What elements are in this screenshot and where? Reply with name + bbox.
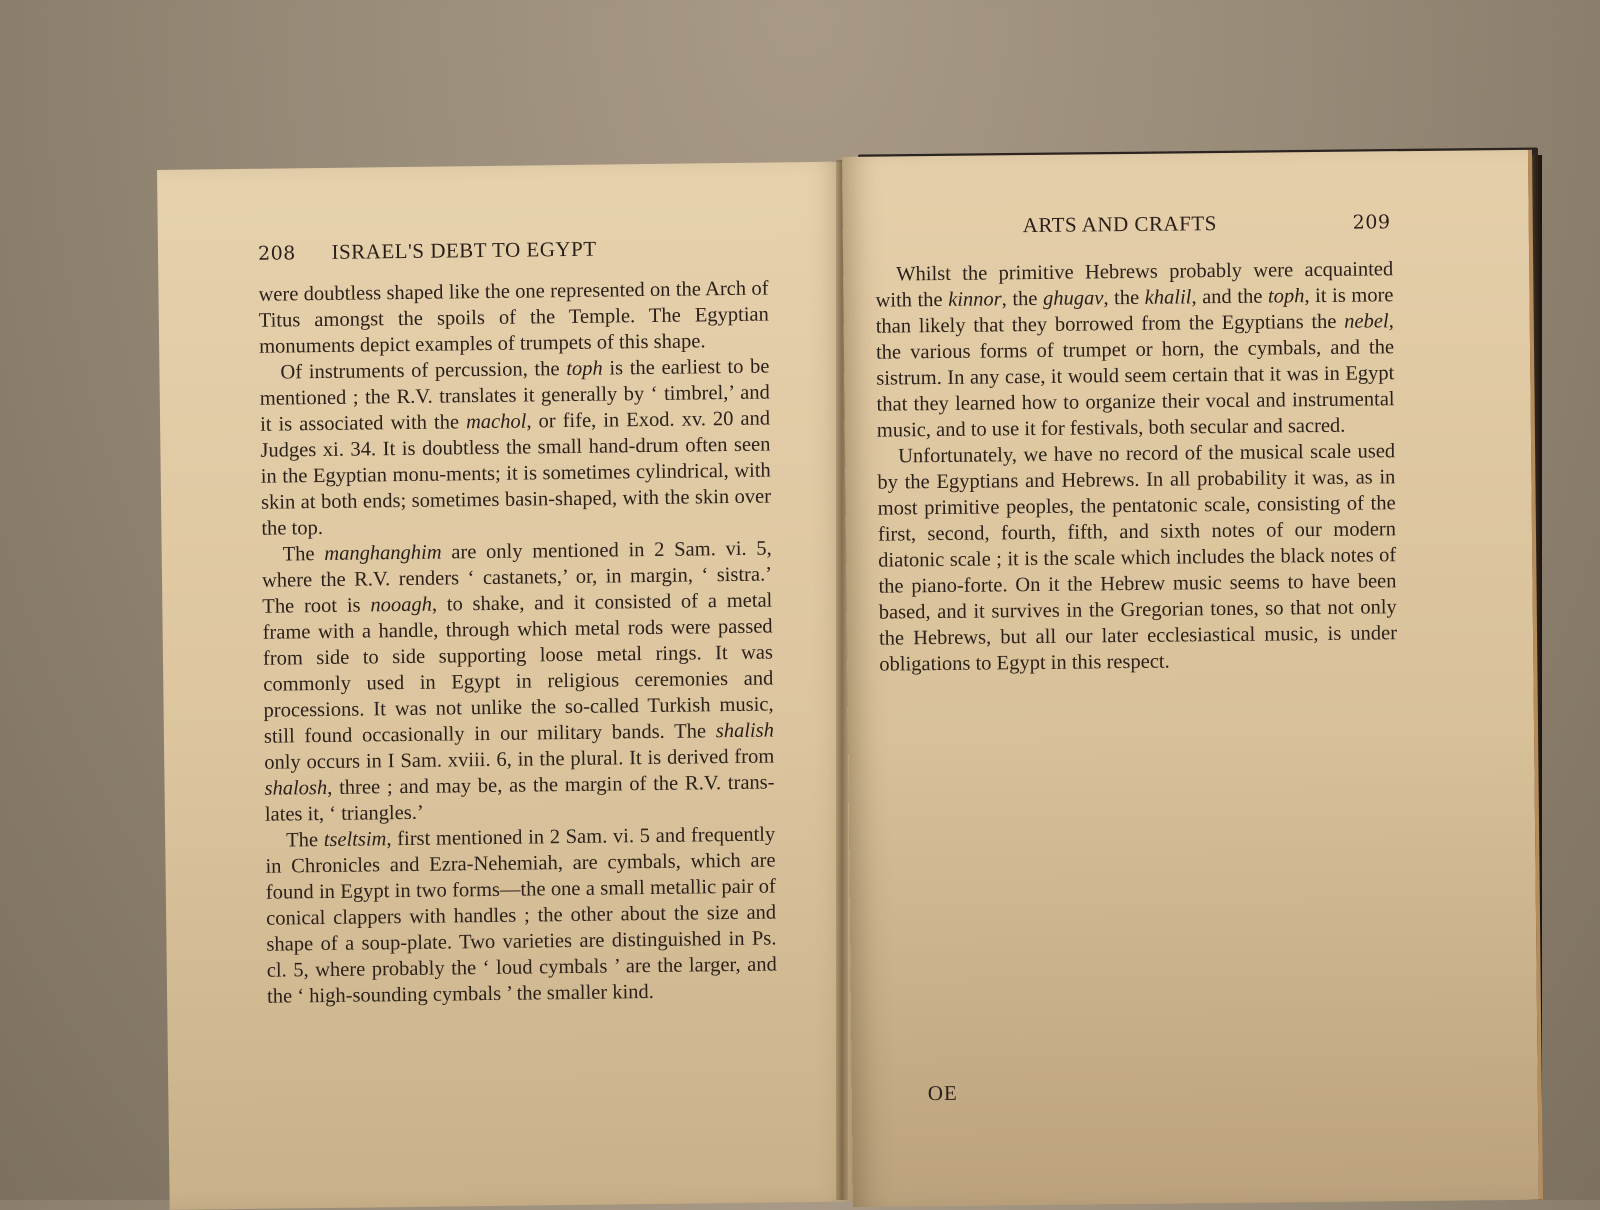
- right-page-number: 209: [1352, 211, 1391, 234]
- paragraph: Unfortunately, we have no record of the musical scale used by the Egyptians and Hebrews. In all probability it was, as in most primitive peoples, the pentatonic scale, consisting of the first, second, fourth, fifth, and sixth notes of our modern diatonic scale ; it is the scale which includes the black notes of the piano-forte. On it the Hebrew music seems to have been based, and it survives in the Gregorian tones, so that not only the Hebrews, but all our later ecclesiastical music, is under obligations to Egypt in this respect.: [877, 440, 1398, 676]
- left-page-number: 208: [257, 242, 296, 265]
- paragraph: Of instruments of percussion, the toph is the earliest to be mentioned ; the R.V. translates it generally by ‘ timbrel,’ and it is associated with the machol, or fife, in Exod. xv. 20 and Judges xi. 34. It is doubtless the small hand-drum often seen in the Egyptian monu-ments; it is sometimes cylindrical, with skin at both ends; sometimes basin-shaped, with the skin over the top.: [259, 355, 772, 540]
- right-page-body: [875, 256, 1397, 677]
- right-running-title: ARTS AND CRAFTS: [1022, 211, 1217, 238]
- signature-mark: OE: [927, 1080, 958, 1106]
- left-page-body: [258, 276, 777, 1010]
- paragraph: The manghanghim are only mentioned in 2 Sam. vi. 5, where the R.V. renders ‘ castanets,’ or, in margin, ‘ sistra.’ The root is nooagh, to shake, and it consisted of a metal frame with a handle, through which metal rods were passed from side to side supporting loose metal rings. It was commonly used in Egypt in religious ceremonies and processions. It was not unlike the so-called Turkish music, still found occasionally in our military bands. The shalish only occurs in I Sam. xviii. 6, in the plural. It is derived from shalosh, three ; and may be, as the margin of the R.V. trans-lates it, ‘ triangles.’: [261, 537, 775, 826]
- left-running-title: ISRAEL'S DEBT TO EGYPT: [331, 236, 597, 264]
- paragraph: The tseltsim, first mentioned in 2 Sam. vi. 5 and frequently in Chronicles and Ezra-Nehemiah, are cymbals, which are found in Egypt in two forms—the one a small metallic pair of conical clappers with handles ; the other about the size and shape of a soup-plate. Two varieties are distinguished in Ps. cl. 5, where probably the ‘ loud cymbals ’ are the larger, and the ‘ high-sounding cymbals ’ the smaller kind.: [265, 823, 777, 1008]
- paragraph: were doubtless shaped like the one represented on the Arch of Titus amongst the spoils of the Temple. The Egyptian monuments depict examples of trumpets of this shape.: [258, 277, 769, 358]
- paragraph: Whilst the primitive Hebrews probably were acquainted with the kinnor, the ghugav, the khalil, and the toph, it is more than likely that they borrowed from the Egyptians the nebel, the various forms of trumpet or horn, the cymbals, and the sistrum. In any case, it would seem certain that it was in Egypt that they learned how to organize their vocal and instrumental music, and to use it for festivals, both secular and sacred.: [875, 258, 1395, 442]
- right-running-head: [1023, 208, 1503, 238]
- right-page: [842, 150, 1543, 1207]
- left-page: [157, 162, 856, 1210]
- left-running-head: [258, 234, 798, 266]
